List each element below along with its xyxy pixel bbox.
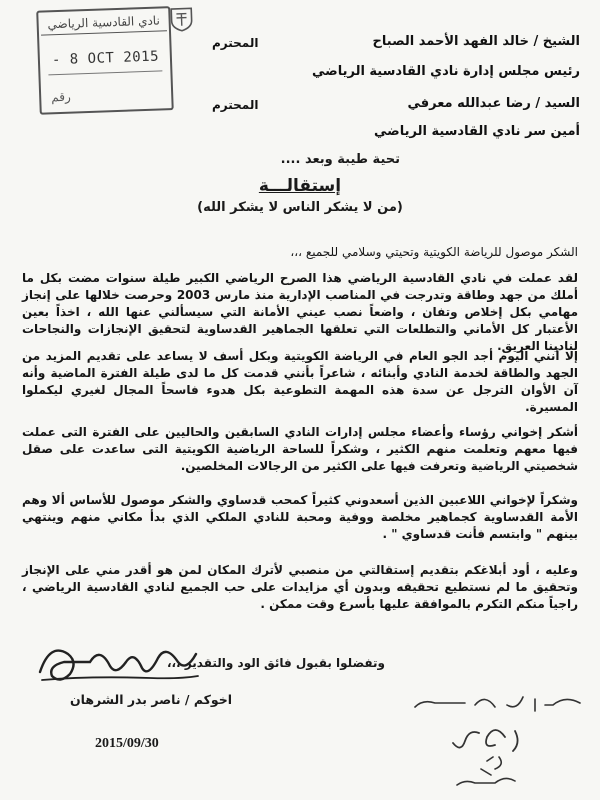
stamp-org-name: نادي القادسية الرياضي	[40, 10, 167, 35]
handwritten-signature	[30, 632, 200, 692]
addressee-1-title: رئيس مجلس إدارة نادي القادسية الرياضي	[312, 64, 580, 79]
stamp-frame	[36, 6, 174, 115]
letter-date: 2015/09/30	[95, 736, 159, 751]
addressee-1-name: الشيخ / خالد الفهد الأحمد الصباح	[372, 34, 580, 49]
addressee-2-honorific: المحترم	[212, 98, 259, 112]
paragraph-3: إلا أنني اليوم أجد الجو العام في الرياضة الكويتية وبكل أسف لا يساعد على تقديم المزيد من الجهد والطاقة لخدمة النادي وأبنائه ، شاعراً بأنني قدمت كل ما لدى طيلة الفترة الماضية وأنه آن الأوان الترجل عن سدة هذه المهمة التطوعية بكل هدوء فاسحاً المجال لغيري ليكملوا المسيرة.	[22, 349, 578, 414]
paragraph-6: وعليه ، أود أبلاغكم بتقديم إستقالتي من منصبي لأترك المكان لمن هو أقدر مني على الإنجاز وتحقيق ما لم نستطيع تحقيقه وبدون أي مزايدات على حب الجميع لنادي القادسية الرياضي ، راجياً منكم التكرم بالموافقة عليها بأسرع وقت ممكن .	[22, 563, 578, 611]
paragraph-1: الشكر موصول للرياضة الكويتية وتحيتي وسلامي للجميع ،،،	[290, 245, 578, 259]
paragraph-5: وشكراً لإخواني اللاعبين الذين أسعدوني كثيراً كمحب قدساوي والشكر موصول للأساس ألا وهم الأمة القدساوية كجماهير مخلصة ووفية ومحبة للنادي الملكي الذي بدأ مكاني منهم وينتهي بينهم " وابتسم فأنت قدساوي " .	[22, 493, 578, 541]
letter-subject: إستقالـــة	[258, 176, 342, 196]
closing-line: وتفضلوا بقبول فائق الود والتقدير ،،،	[166, 656, 385, 670]
greeting: تحية طيبة وبعد ....	[280, 152, 400, 167]
club-emblem-icon	[168, 5, 195, 32]
addressee-2-name: السيد / رضا عبدالله معرفي	[407, 96, 580, 111]
stamp-ref-label: رقم	[50, 89, 71, 105]
paragraph-4: أشكر إخواني رؤساء وأعضاء مجلس إدارات النادي السابقين والحاليين على الفترة التى عملت فيها معهم وتعلمت منهم الكثير ، وشكراً للساحة الرياضية الكويتية التى ساعدت على صقل شخصيتي الرياضية وتعرفت فيها على الكثير من الرجالات المخلصين.	[22, 425, 578, 473]
handwritten-annotation	[395, 685, 590, 795]
paragraph-2: لقد عملت في نادي القادسية الرياضي هذا الصرح الرياضي الكبير طيلة سنوات مضت بكل ما أملك من جهد وطاقة وتدرجت في المناصب الإدارية منذ مارس 2003 وحرصت خلالها على إنجاز مهامي بكل إخلاص وتفان ، واضعاً نصب عيني الأمانة التي سيسألني عنها الله ، اخذاً بعين الأعتبار كل الأماني والتطلعات التي تعلقها الجماهير القدساوية لتحقيق الإنجازات والنجاحات لنادينا العريق.	[22, 271, 578, 353]
addressee-1-honorific: المحترم	[212, 36, 259, 50]
stamp-date: - 8 OCT 2015	[51, 48, 160, 69]
addressee-2-title: أمين سر نادي القادسية الرياضي	[374, 124, 580, 139]
sender-name: اخوكم / ناصر بدر الشرهان	[70, 692, 233, 707]
stamp-divider	[48, 70, 162, 75]
received-stamp	[36, 5, 198, 116]
letter-motto: (من لا يشكر الناس لا يشكر الله)	[197, 200, 403, 215]
